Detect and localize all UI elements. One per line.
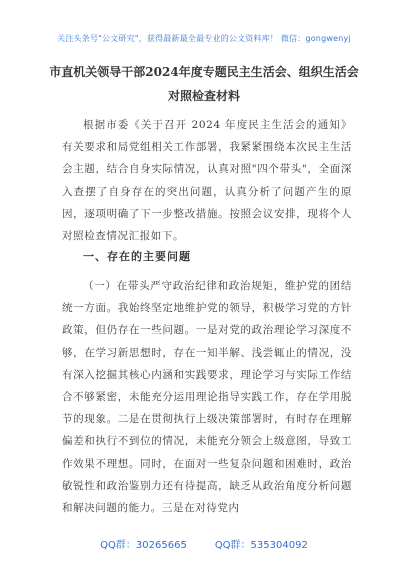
document-title-line-1: 市直机关领导干部2024年度专题民主生活会、组织生活会 — [49, 65, 359, 79]
document-title-line-2: 对照检查材料 — [167, 89, 240, 103]
intro-paragraph: 根据市委《关于召开 2024 年度民主生活会的通知》有关要求和局党组相关工作部署，我紧紧围绕本次民主生活会主题，结合自身实际情况，认真对照"四个带头"，全面深入查摆了自身存在的突出问题，认真分析了问题产生的原因，逐项明确了下一步整改措施。按照会议安排，现将个人对照检查情况汇报如下。 — [62, 119, 352, 243]
section-heading: 一、存在的主要问题 — [83, 250, 191, 263]
header-banner: 关注头条号"公文研究"，获得最新最全最专业的公文资料库！ 微信：gongwenyj — [57, 34, 351, 43]
section-paragraph: （一）在带头严守政治纪律和政治规矩，维护党的团结统一方面。我始终坚定地维护党的领导，积极学习党的方针政策，但仍存在一些问题。一是对党的政治理论学习深度不够，在学习新思想时，存在一知半解、浅尝辄止的情况，没有深入挖掘其核心内涵和实践要求，理论学习与实际工作结合不够紧密，未能充分运用理论指导实践工作，存在学用脱节的现象。二是在贯彻执行上级决策部署时，有时存在理解偏差和执行不到位的情况，未能充分领会上级意图，导致工作效果不理想。同时，在面对一些复杂问题和困难时，政治敏锐性和政治鉴别力还有待提高，缺乏从政治角度分析问题和解决问题的能力。三是在对待党内 — [62, 280, 352, 515]
footer-qq-group-2: QQ群：535304092 — [214, 540, 308, 551]
footer — [0, 536, 408, 551]
footer-qq-group-1: QQ群：30265665 — [100, 540, 187, 551]
